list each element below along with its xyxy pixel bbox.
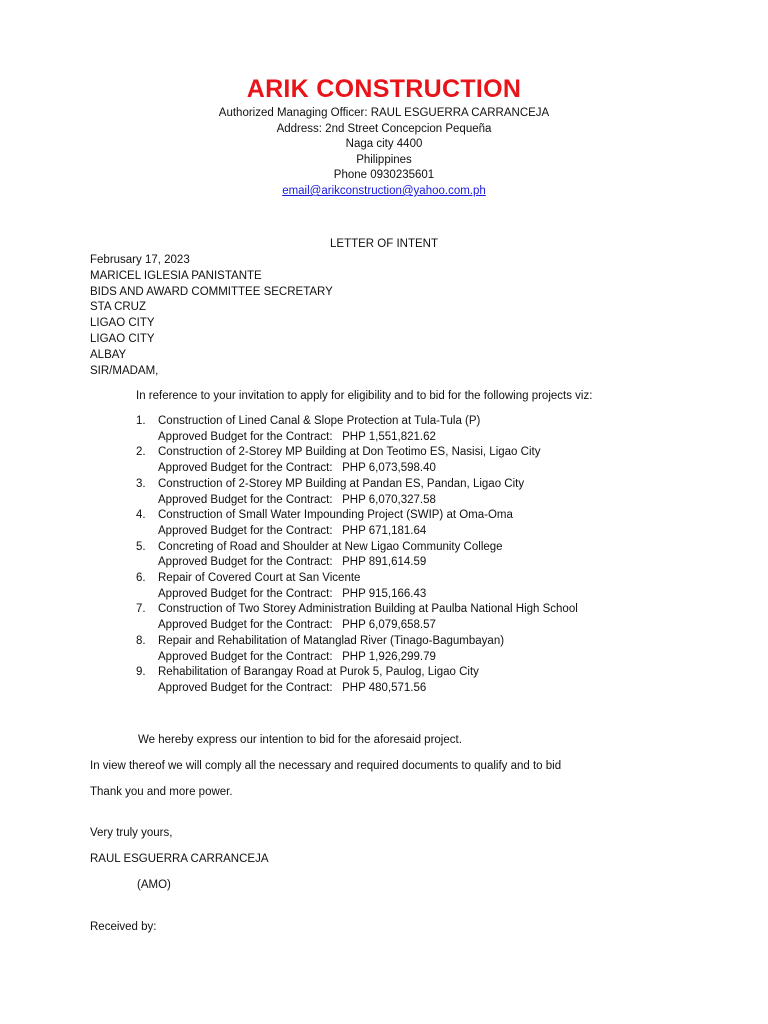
project-budget: Approved Budget for the Contract: PHP 891,614.59 (158, 556, 427, 569)
project-number: 3. (136, 477, 146, 490)
project-number: 5. (136, 540, 146, 553)
intro-paragraph: In reference to your invitation to apply for eligibility and to bid for the following projects viz: (136, 390, 593, 402)
intent-paragraph: We hereby express our intention to bid for the aforesaid project. (138, 734, 462, 746)
city-line: Naga city 4400 (345, 138, 423, 151)
letterhead (0, 73, 768, 200)
closing-line: Very truly yours, (90, 827, 173, 839)
recipient-city: LIGAO CITY (90, 317, 155, 330)
list-item (136, 508, 578, 539)
project-budget: Approved Budget for the Contract: PHP 480,571.56 (158, 681, 427, 694)
project-budget: Approved Budget for the Contract: PHP 6,070,327.58 (158, 493, 436, 506)
list-item (136, 634, 578, 665)
salutation: SIR/MADAM, (90, 364, 159, 377)
project-name: Construction of Small Water Impounding Project (SWIP) at Oma-Oma (158, 509, 513, 522)
comply-paragraph: In view thereof we will comply all the necessary and required documents to qualify and to bid (90, 760, 562, 772)
recipient-block (90, 253, 333, 379)
project-number: 4. (136, 509, 146, 522)
project-name: Construction of Two Storey Administration Building at Paulba National High School (158, 603, 578, 616)
recipient-province: ALBAY (90, 348, 127, 361)
managing-officer: Authorized Managing Officer: RAUL ESGUERRA CARRANCEJA (218, 107, 550, 119)
recipient-name: MARICEL IGLESIA PANISTANTE (90, 269, 262, 282)
project-number: 1. (136, 415, 146, 427)
project-number: 9. (136, 666, 146, 679)
list-item (136, 414, 578, 445)
list-item (136, 477, 578, 508)
phone-line: Phone 0930235601 (333, 169, 435, 182)
project-budget: Approved Budget for the Contract: PHP 6,073,598.40 (158, 462, 436, 475)
project-budget: Approved Budget for the Contract: PHP 1,926,299.79 (158, 650, 436, 663)
project-name: Concreting of Road and Shoulder at New Ligao Community College (158, 540, 503, 553)
project-name: Construction of Lined Canal & Slope Protection at Tula-Tula (P) (158, 415, 481, 427)
project-number: 8. (136, 634, 146, 647)
recipient-barangay: STA CRUZ (90, 301, 147, 314)
project-number: 2. (136, 446, 146, 459)
list-item (136, 445, 578, 476)
project-name: Repair and Rehabilitation of Matanglad River (Tinago-Bagumbayan) (158, 634, 505, 647)
list-item (136, 665, 578, 696)
project-budget: Approved Budget for the Contract: PHP 1,551,821.62 (158, 430, 436, 443)
list-item (136, 602, 578, 633)
letter-date: Februsary 17, 2023 (90, 254, 190, 266)
project-list (136, 414, 578, 697)
list-item (136, 571, 578, 602)
project-budget: Approved Budget for the Contract: PHP 6,079,658.57 (158, 619, 436, 632)
list-item (136, 540, 578, 571)
project-budget: Approved Budget for the Contract: PHP 915,166.43 (158, 587, 427, 600)
signatory-role: (AMO) (137, 879, 171, 891)
project-name: Construction of 2-Storey MP Building at Pandan ES, Pandan, Ligao City (158, 477, 525, 490)
recipient-city-2: LIGAO CITY (90, 332, 155, 345)
address-line: Address: 2nd Street Concepcion Pequeña (276, 122, 492, 135)
project-name: Repair of Covered Court at San Vicente (158, 572, 361, 585)
project-number: 6. (136, 572, 146, 585)
project-name: Construction of 2-Storey MP Building at Don Teotimo ES, Nasisi, Ligao City (158, 446, 541, 459)
received-by-label: Received by: (90, 921, 157, 933)
company-name: ARIK CONSTRUCTION (246, 75, 522, 103)
project-budget: Approved Budget for the Contract: PHP 671,181.64 (158, 524, 427, 537)
recipient-position: BIDS AND AWARD COMMITTEE SECRETARY (90, 285, 333, 298)
letter-title: LETTER OF INTENT (330, 238, 438, 250)
signatory-name: RAUL ESGUERRA CARRANCEJA (90, 853, 269, 865)
country-line: Philippines (356, 153, 412, 166)
project-number: 7. (136, 603, 146, 616)
thanks-paragraph: Thank you and more power. (90, 786, 233, 798)
project-name: Rehabilitation of Barangay Road at Purok 5, Paulog, Ligao City (158, 666, 479, 679)
email-link[interactable]: email@arikconstruction@yahoo.com.ph (282, 184, 486, 197)
